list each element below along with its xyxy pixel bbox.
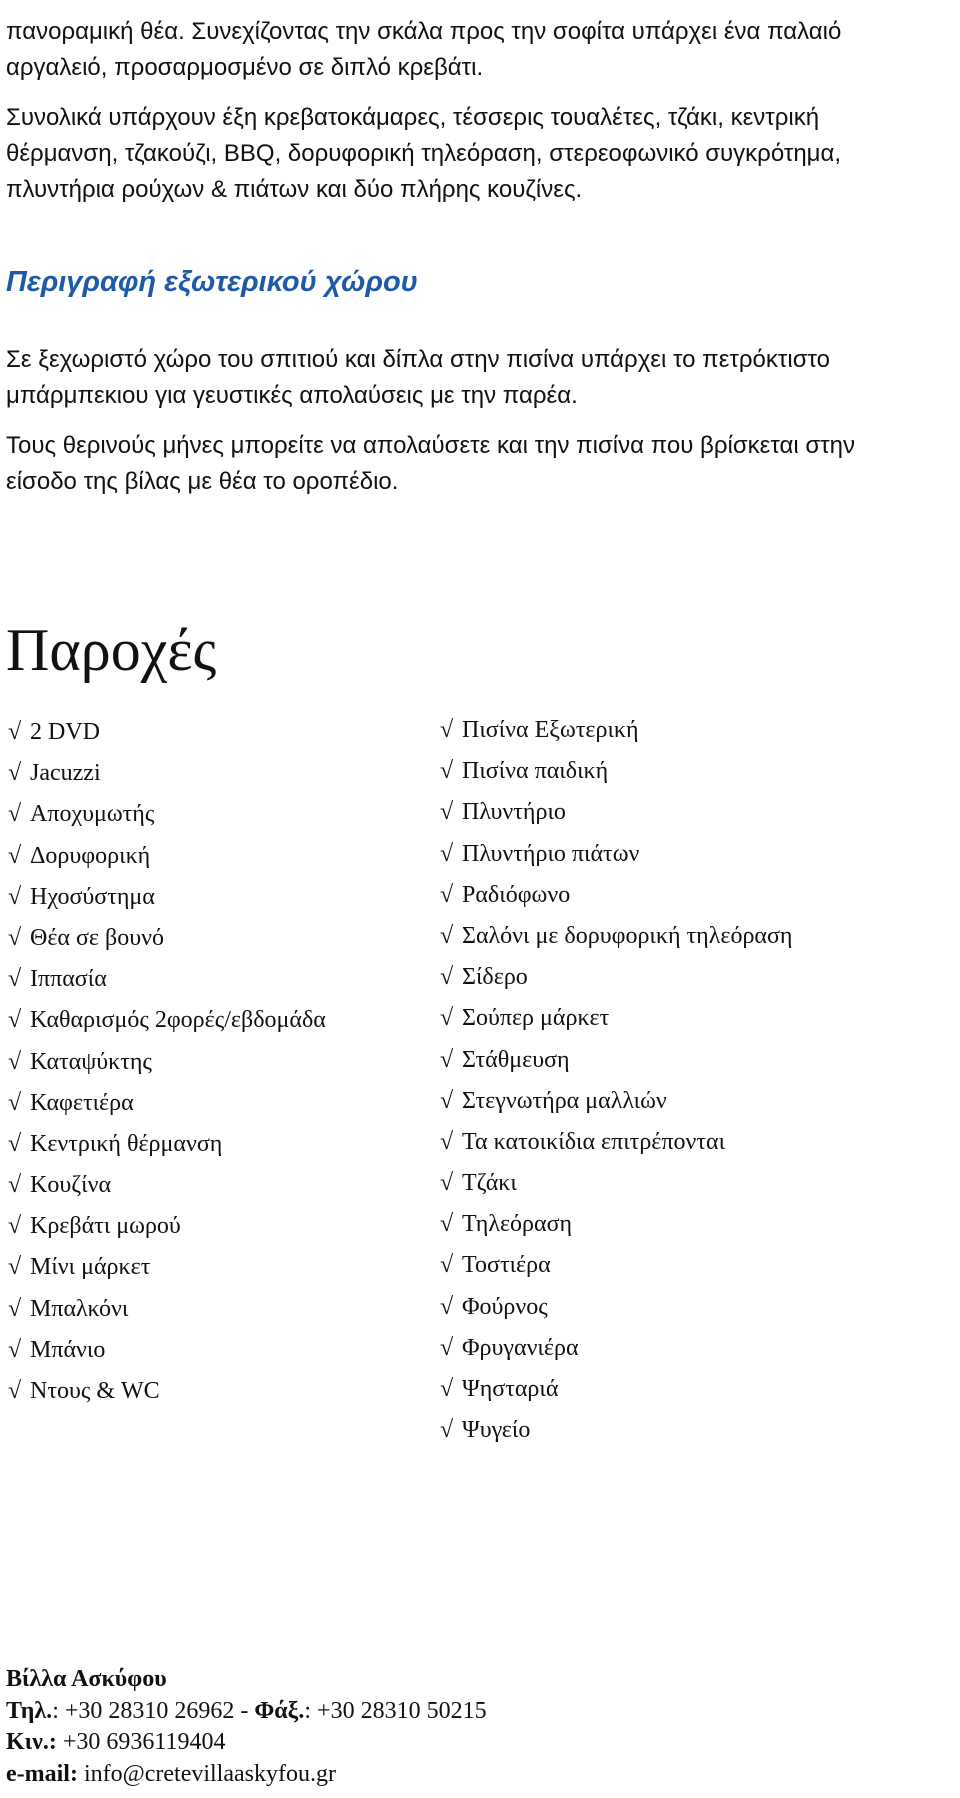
check-icon: √	[440, 1046, 454, 1073]
amenities-left-column	[8, 712, 326, 1412]
check-icon: √	[440, 1293, 454, 1320]
amenity-label: Αποχυμωτής	[30, 801, 155, 828]
amenity-item	[8, 1289, 326, 1330]
amenities-heading: Παροχές	[6, 617, 217, 683]
amenity-label: Κουζίνα	[30, 1172, 112, 1199]
email-value: info@cretevillaaskyfou.gr	[77, 1760, 336, 1787]
amenity-item	[440, 1328, 792, 1369]
amenity-item	[8, 1165, 326, 1206]
amenity-label: Τα κατοικίδια επιτρέπονται	[462, 1128, 726, 1155]
outdoor-paragraph-1-line-1: Σε ξεχωριστό χώρο του σπιτιού και δίπλα στην πισίνα υπάρχει το πετρόκτιστο	[6, 346, 831, 373]
check-icon: √	[440, 1252, 454, 1279]
check-icon: √	[440, 1417, 454, 1444]
amenity-label: Πλυντήριο πιάτων	[462, 840, 640, 867]
check-icon: √	[8, 719, 22, 745]
amenity-label: Τοστιέρα	[462, 1252, 551, 1279]
amenity-label: Καταψύκτης	[30, 1048, 152, 1075]
amenity-item	[8, 794, 326, 835]
check-icon: √	[8, 1172, 22, 1199]
amenity-label: Μπαλκόνι	[30, 1295, 129, 1322]
mobile-value: +30 6936119404	[56, 1729, 226, 1755]
outdoor-paragraph-1-line-2: μπάρμπεκιου για γευστικές απολαύσεις με την παρέα.	[6, 382, 578, 409]
contact-mobile-line	[6, 1727, 487, 1759]
check-icon: √	[8, 1378, 22, 1404]
amenity-item	[440, 916, 792, 957]
amenity-label: 2 DVD	[30, 719, 100, 745]
check-icon: √	[440, 799, 454, 826]
check-icon: √	[440, 758, 454, 785]
amenity-label: Πισίνα Εξωτερική	[462, 717, 639, 743]
amenity-label: Δορυφορική	[30, 842, 151, 869]
check-icon: √	[440, 1128, 454, 1155]
check-icon: √	[8, 760, 22, 787]
amenity-label: Ψησταριά	[462, 1376, 559, 1402]
amenity-label: Μπάνιο	[30, 1336, 106, 1363]
check-icon: √	[8, 1336, 22, 1363]
amenity-label: Ηχοσύστημα	[30, 883, 155, 910]
amenity-item	[440, 1287, 792, 1328]
amenity-label: Σαλόνι με δορυφορική τηλεόραση	[462, 922, 793, 949]
intro-line-2: αργαλειό, προσαρμοσμένο σε διπλό κρεβάτι.	[6, 54, 484, 81]
check-icon: √	[8, 966, 22, 993]
amenity-label: Κεντρική θέρμανση	[30, 1130, 223, 1157]
amenity-label: Σούπερ μάρκετ	[462, 1005, 610, 1032]
amenity-item	[440, 957, 792, 998]
amenity-label: Ιππασία	[30, 966, 107, 993]
amenity-item	[8, 1083, 326, 1124]
fax-label: Φάξ.	[254, 1697, 305, 1724]
amenity-item	[440, 710, 792, 751]
amenity-item	[440, 998, 792, 1039]
amenity-item	[440, 1122, 792, 1163]
phone-value: : +30 28310 26962 -	[52, 1697, 255, 1724]
amenity-label: Ραδιόφωνο	[462, 881, 571, 908]
check-icon: √	[440, 1170, 454, 1197]
amenity-item	[8, 753, 326, 794]
check-icon: √	[440, 1005, 454, 1032]
amenity-label: Ψυγείο	[462, 1417, 531, 1444]
summary-line-1: Συνολικά υπάρχουν έξη κρεβατοκάμαρες, τέσσερις τουαλέτες, τζάκι, κεντρική	[6, 104, 820, 131]
check-icon: √	[440, 840, 454, 867]
amenity-label: Τζάκι	[462, 1170, 517, 1197]
check-icon: √	[440, 1087, 454, 1114]
amenity-item	[440, 1369, 792, 1410]
check-icon: √	[8, 924, 22, 951]
check-icon: √	[8, 1254, 22, 1281]
amenity-item	[440, 1163, 792, 1204]
amenity-item	[440, 1204, 792, 1245]
amenity-label: Καφετιέρα	[30, 1089, 134, 1116]
amenity-item	[440, 1040, 792, 1081]
amenity-item	[8, 959, 326, 1000]
amenity-label: Jacuzzi	[30, 760, 101, 787]
amenity-label: Φρυγανιέρα	[462, 1334, 579, 1361]
amenity-label: Στάθμευση	[462, 1046, 570, 1073]
check-icon: √	[8, 1007, 22, 1034]
amenity-label: Στεγνωτήρα μαλλιών	[462, 1087, 667, 1114]
check-icon: √	[440, 1334, 454, 1361]
intro-line-1: πανοραμική θέα. Συνεχίζοντας την σκάλα προς την σοφίτα υπάρχει ένα παλαιό	[6, 18, 842, 45]
check-icon: √	[440, 1376, 454, 1402]
amenity-item	[440, 834, 792, 875]
amenity-label: Θέα σε βουνό	[30, 924, 164, 951]
email-label: e-mail:	[6, 1760, 78, 1787]
fax-value: : +30 28310 50215	[304, 1697, 487, 1724]
amenity-item	[440, 1410, 792, 1451]
check-icon: √	[8, 1213, 22, 1240]
amenity-item	[8, 712, 326, 753]
amenity-item	[8, 877, 326, 918]
amenity-item	[8, 918, 326, 959]
check-icon: √	[8, 1089, 22, 1116]
amenity-item	[8, 1330, 326, 1371]
amenities-right-column	[440, 710, 792, 1451]
check-icon: √	[8, 1048, 22, 1075]
contact-name: Βίλλα Ασκύφου	[6, 1666, 167, 1692]
check-icon: √	[8, 883, 22, 910]
check-icon: √	[8, 1295, 22, 1322]
check-icon: √	[8, 1130, 22, 1157]
check-icon: √	[440, 881, 454, 908]
phone-label: Τηλ.	[6, 1697, 53, 1724]
amenity-label: Καθαρισμός 2φορές/εβδομάδα	[30, 1007, 326, 1034]
amenity-item	[440, 751, 792, 792]
amenity-item	[440, 1081, 792, 1122]
contact-email-line	[6, 1759, 487, 1791]
check-icon: √	[440, 922, 454, 949]
check-icon: √	[8, 842, 22, 869]
amenity-item	[440, 875, 792, 916]
amenity-item	[440, 792, 792, 833]
check-icon: √	[440, 717, 454, 743]
amenity-label: Φούρνος	[462, 1293, 548, 1320]
check-icon: √	[8, 801, 22, 828]
amenity-label: Τηλεόραση	[462, 1211, 573, 1238]
amenity-item	[8, 1000, 326, 1041]
amenity-label: Μίνι μάρκετ	[30, 1254, 151, 1281]
mobile-label: Κιν.:	[6, 1729, 57, 1755]
summary-line-3: πλυντήρια ρούχων & πιάτων και δύο πλήρης κουζίνες.	[6, 176, 583, 203]
summary-line-2: θέρμανση, τζακούζι, BBQ, δορυφορική τηλεόραση, στερεοφωνικό συγκρότημα,	[6, 140, 842, 167]
amenity-label: Πλυντήριο	[462, 799, 566, 826]
check-icon: √	[440, 964, 454, 991]
amenity-item	[8, 1247, 326, 1288]
amenity-item	[440, 1245, 792, 1286]
outdoor-heading: Περιγραφή εξωτερικού χώρου	[6, 266, 418, 298]
amenity-label: Σίδερο	[462, 964, 528, 991]
amenity-label: Πισίνα παιδική	[462, 758, 609, 785]
amenity-item	[8, 1206, 326, 1247]
contact-block	[6, 1664, 487, 1790]
amenity-item	[8, 1371, 326, 1412]
amenity-item	[8, 1042, 326, 1083]
outdoor-paragraph-2-line-1: Τους θερινούς μήνες μπορείτε να απολαύσετε και την πισίνα που βρίσκεται στην	[6, 432, 855, 459]
amenity-item	[8, 1124, 326, 1165]
outdoor-paragraph-2-line-2: είσοδο της βίλας με θέα το οροπέδιο.	[6, 468, 399, 495]
contact-phone-line	[6, 1696, 487, 1728]
amenity-label: Κρεβάτι μωρού	[30, 1213, 181, 1240]
check-icon: √	[440, 1211, 454, 1238]
amenity-item	[8, 836, 326, 877]
amenity-label: Ντους & WC	[30, 1378, 160, 1404]
